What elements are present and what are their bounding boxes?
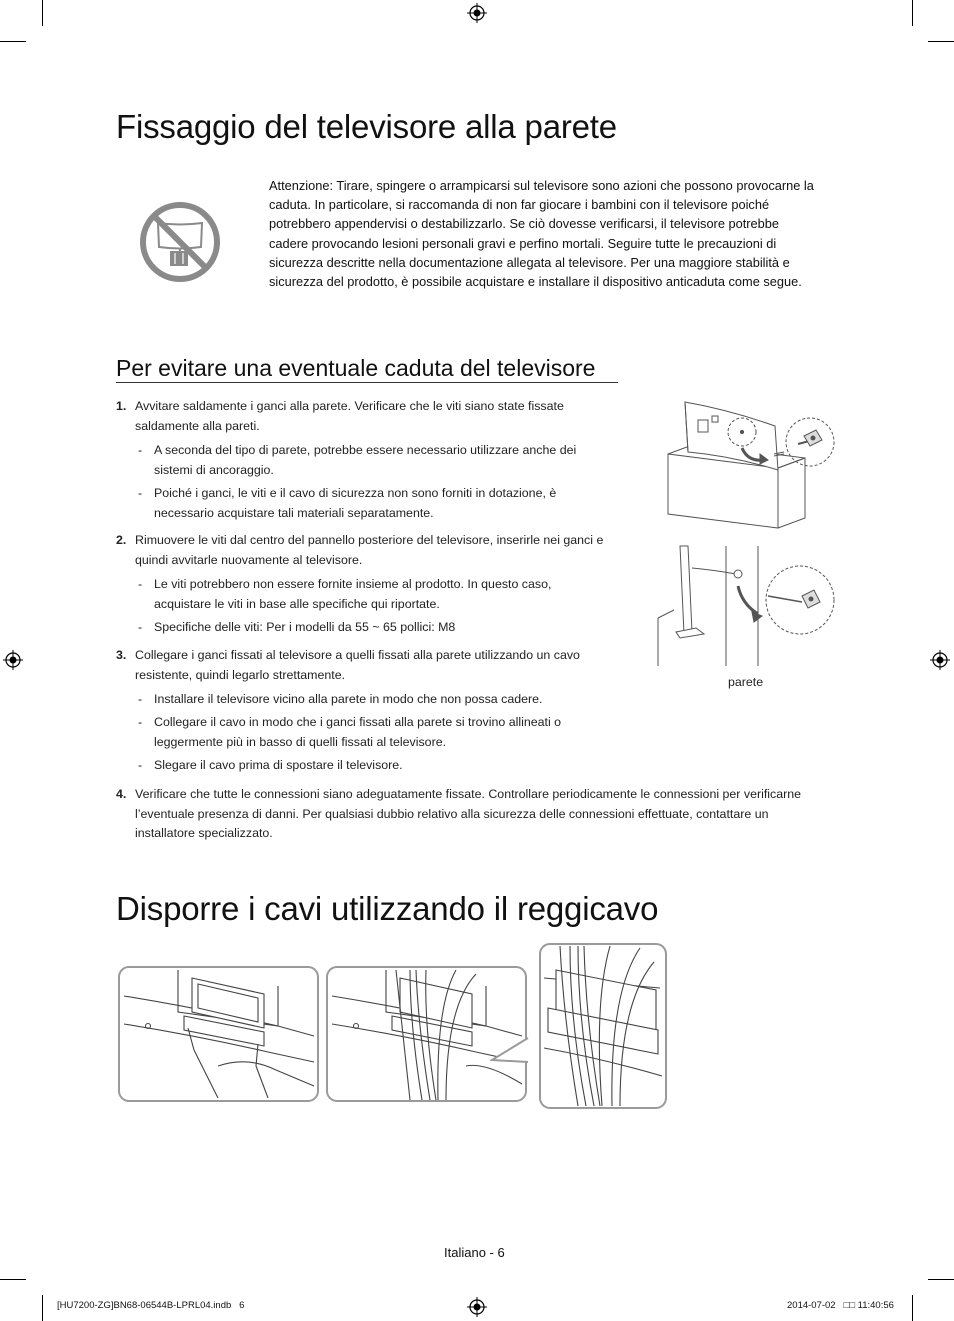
tv-back-hook-illustration (660, 396, 840, 536)
crop-mark (928, 1279, 954, 1280)
print-timestamp: 2014-07-02 □□ 11:40:56 (787, 1300, 894, 1311)
note-text: Installare il televisore vicino alla parete in modo che non possa cadere. (154, 692, 543, 706)
crop-mark (928, 41, 954, 42)
step-2-note-1 (138, 575, 588, 614)
cable-holder-step-1-illustration (118, 966, 320, 1103)
step-3-note-1 (138, 690, 608, 710)
crop-mark (42, 1295, 43, 1321)
registration-mark-icon (930, 650, 950, 670)
no-climbing-warning-icon (139, 201, 221, 283)
note-dash: - (138, 577, 143, 591)
cable-holder-zoom-illustration (490, 942, 670, 1112)
crop-mark (912, 0, 913, 26)
note-text: Specifiche delle viti: Per i modelli da 55 ~ 65 pollici: M8 (154, 620, 456, 634)
step-text: Avvitare saldamente i ganci alla parete. Verificare che le viti siano state fissate saldamente alla pareti. (135, 399, 564, 433)
step-4 (116, 785, 831, 844)
step-number: 3. (116, 648, 127, 662)
step-1-note-2 (138, 484, 608, 523)
step-2 (116, 531, 619, 570)
subsection-title: Per evitare una eventuale caduta del televisore (116, 355, 596, 381)
crop-mark (0, 41, 26, 42)
step-2-note-2 (138, 618, 608, 638)
registration-mark-icon (467, 1297, 487, 1317)
note-text: A seconda del tipo di parete, potrebbe essere necessario utilizzare anche dei sistemi di ancoraggio. (154, 443, 577, 477)
print-file-info: [HU7200-ZG]BN68-06544B-LPRL04.indb 6 (57, 1300, 245, 1311)
note-text: Poiché i ganci, le viti e il cavo di sicurezza non sono forniti in dotazione, è necessario acquistare tali materiali separatamente. (154, 486, 557, 520)
registration-mark-icon (467, 3, 487, 23)
note-dash: - (138, 692, 143, 706)
step-3-note-3 (138, 756, 608, 776)
note-dash: - (138, 758, 143, 772)
step-number: 2. (116, 533, 127, 547)
wall-label: parete (728, 675, 764, 689)
step-3 (116, 646, 606, 685)
step-text: Verificare che tutte le connessioni siano adeguatamente fissate. Controllare periodicamente le connessioni per verificarne l’eventuale presenza di danni. Per qualsiasi dubbio relativo alla sicurezza delle connessioni effettuate, contattare un installatore specializzato. (135, 787, 802, 840)
note-text: Le viti potrebbero non essere fornite insieme al prodotto. In questo caso, acquistare le viti in base alle specifiche qui riportate. (154, 577, 552, 611)
page-number: Italiano - 6 (444, 1245, 505, 1260)
crop-mark (912, 1295, 913, 1321)
subsection-title-underline (116, 382, 618, 383)
step-1 (116, 397, 616, 436)
step-text: Collegare i ganci fissati al televisore a quelli fissati alla parete utilizzando un cavo resistente, quindi legarlo strettamente. (135, 648, 580, 682)
step-text: Rimuovere le viti dal centro del pannello posteriore del televisore, inserirle nei ganci e quindi avvitarle nuovamente al televisore. (135, 533, 604, 567)
safety-warning-text: Attenzione: Tirare, spingere o arrampicarsi sul televisore sono azioni che possono provocarne la caduta. In particolare, si raccomanda di non far giocare i bambini con il televisore poiché potrebbero appendervisi o destabilizzarlo. Se ciò dovesse verificarsi, il televisore potrebbe cadere provocando lesioni personali gravi e perfino mortali. Seguire tutte le precauzioni di sicurezza descritte nella documentazione allegata al televisore. Per una maggiore stabilità e sicurezza del prodotto, è possibile acquistare e installare il dispositivo anticaduta come segue. (269, 178, 814, 290)
note-dash: - (138, 486, 143, 500)
page-title: Fissaggio del televisore alla parete (116, 108, 617, 145)
crop-mark (0, 1279, 26, 1280)
step-1-note-1 (138, 441, 608, 480)
registration-mark-icon (3, 650, 23, 670)
step-3-note-2 (138, 713, 598, 752)
tv-side-wall-illustration (654, 542, 844, 670)
note-text: Collegare il cavo in modo che i ganci fissati alla parete si trovino allineati o leggermente più in basso di quelli fissati al televisore. (154, 715, 562, 749)
note-dash: - (138, 715, 143, 729)
note-dash: - (138, 443, 143, 457)
note-dash: - (138, 620, 143, 634)
section-title-cable-holder: Disporre i cavi utilizzando il reggicavo (116, 890, 659, 927)
note-text: Slegare il cavo prima di spostare il televisore. (154, 758, 403, 772)
step-number: 4. (116, 787, 127, 801)
step-number: 1. (116, 399, 127, 413)
crop-mark (42, 0, 43, 26)
